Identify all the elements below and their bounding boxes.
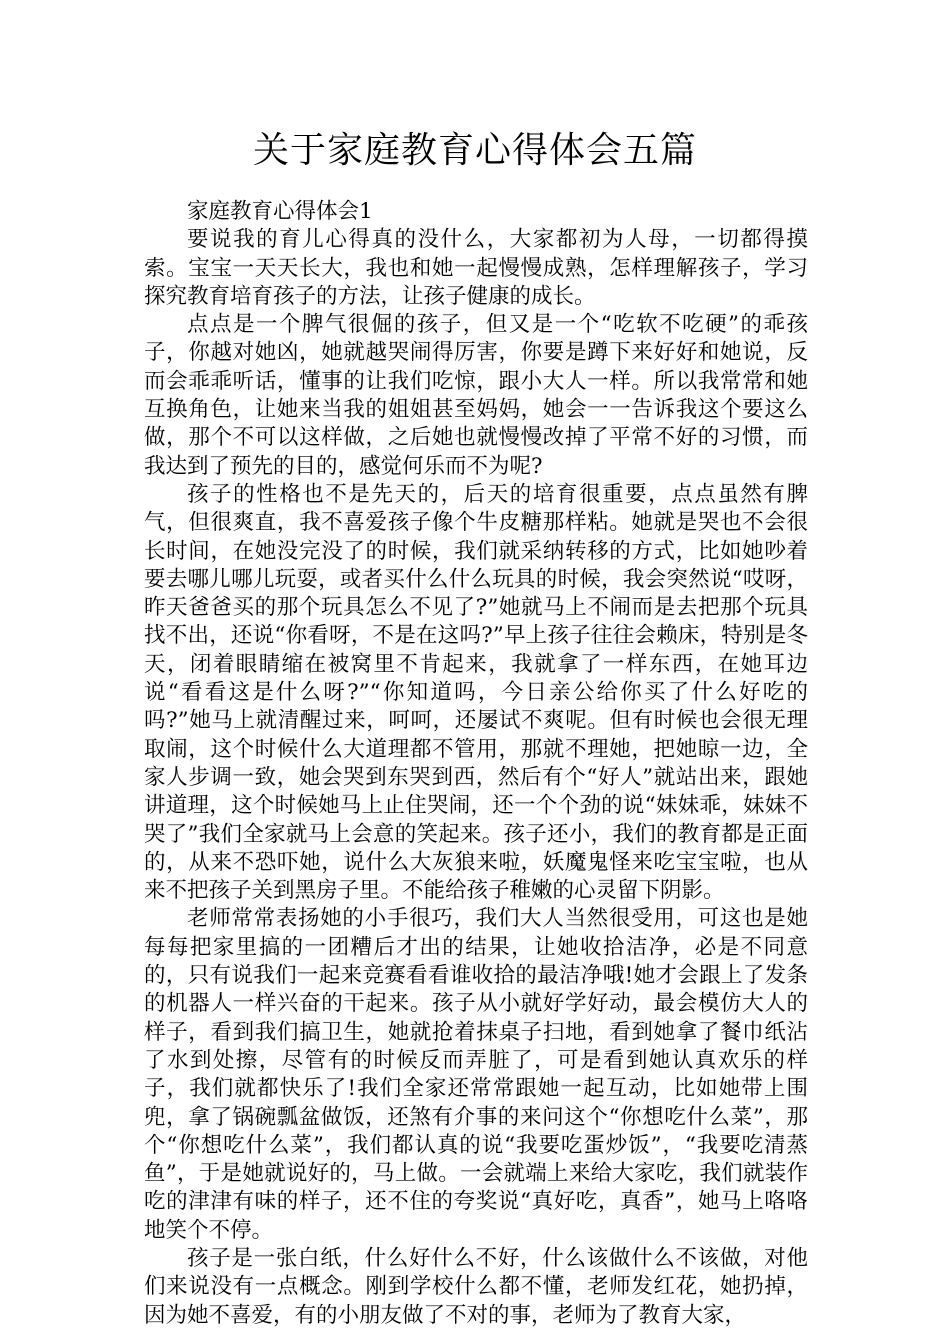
- section-heading: 家庭教育心得体会1: [187, 199, 373, 224]
- document-title: 关于家庭教育心得体会五篇: [252, 130, 697, 171]
- document-body: [144, 198, 808, 1330]
- paragraph: 要说我的育儿心得真的没什么，大家都初为人母，一切都得摸索。宝宝一天天长大，我也和她一起慢慢成熟，怎样理解孩子，学习探究教育培育孩子的方法，让孩子健康的成长。: [144, 227, 808, 309]
- paragraph: 点点是一个脾气很倔的孩子，但又是一个“吃软不吃硬”的乖孩子，你越对她凶，她就越哭闹得厉害，你要是蹲下来好好和她说，反而会乖乖听话，懂事的让我们吃惊，跟小大人一样。所以我常常和她互换角色，让她来当我的姐姐甚至妈妈，她会一一告诉我这个要这么做，那个不可以这样做，之后她也就慢慢改掉了平常不好的习惯，而我达到了预先的目的，感觉何乐而不为呢?: [144, 312, 808, 479]
- paragraph: 老师常常表扬她的小手很巧，我们大人当然很受用，可这也是她每每把家里搞的一团糟后才出的结果，让她收拾洁净，必是不同意的，只有说我们一起来竞赛看看谁收拾的最洁净哦!她才会跟上了发条的机器人一样兴奋的干起来。孩子从小就好学好动，最会模仿大人的样子，看到我们搞卫生，她就抢着抹桌子扫地，看到她拿了餐巾纸沾了水到处擦，尽管有的时候反而弄脏了，可是看到她认真欢乐的样子，我们就都快乐了!我们全家还常常跟她一起互动，比如她带上围兜，拿了锅碗瓢盆做饭，还煞有介事的来问这个“你想吃什么菜”，那个“你想吃什么菜”，我们都认真的说“我要吃蛋炒饭”，“我要吃清蒸鱼”，于是她就说好的，马上做。一会就端上来给大家吃，我们就装作吃的津津有味的样子，还不住的夸奖说“真好吃，真香”，她马上咯咯地笑个不停。: [144, 906, 808, 1243]
- paragraph: 孩子的性格也不是先天的，后天的培育很重要，点点虽然有脾气，但很爽直，我不喜爱孩子像个牛皮糖那样粘。她就是哭也不会很长时间，在她没完没了的时候，我们就采纳转移的方式，比如她吵着要去哪儿哪儿玩耍，或者买什么什么玩具的时候，我会突然说“哎呀，昨天爸爸买的那个玩具怎么不见了?”她就马上不闹而是去把那个玩具找不出，还说“你看呀，不是在这吗?”早上孩子往往会赖床，特别是冬天，闭着眼睛缩在被窝里不肯起来，我就拿了一样东西，在她耳边说“看看这是什么呀?”“你知道吗，今日亲公给你买了什么好吃的吗?”她马上就清醒过来，呵呵，还屡试不爽呢。但有时候也会很无理取闹，这个时候什么大道理都不管用，那就不理她，把她晾一边，全家人步调一致，她会哭到东哭到西，然后有个“好人”就站出来，跟她讲道理，这个时候她马上止住哭闹，还一个个劲的说“妹妹乖，妹妹不哭了”我们全家就马上会意的笑起来。孩子还小，我们的教育都是正面的，从来不恐吓她，说什么大灰狼来啦，妖魔鬼怪来吃宝宝啦，也从来不把孩子关到黑房子里。不能给孩子稚嫩的心灵留下阴影。: [144, 481, 808, 904]
- paragraph: 孩子是一张白纸，什么好什么不好，什么该做什么不该做，对他们来说没有一点概念。刚到学校什么都不懂，老师发红花，她扔掉，因为她不喜爱，有的小朋友做了不对的事，老师为了教育大家，: [144, 1245, 808, 1328]
